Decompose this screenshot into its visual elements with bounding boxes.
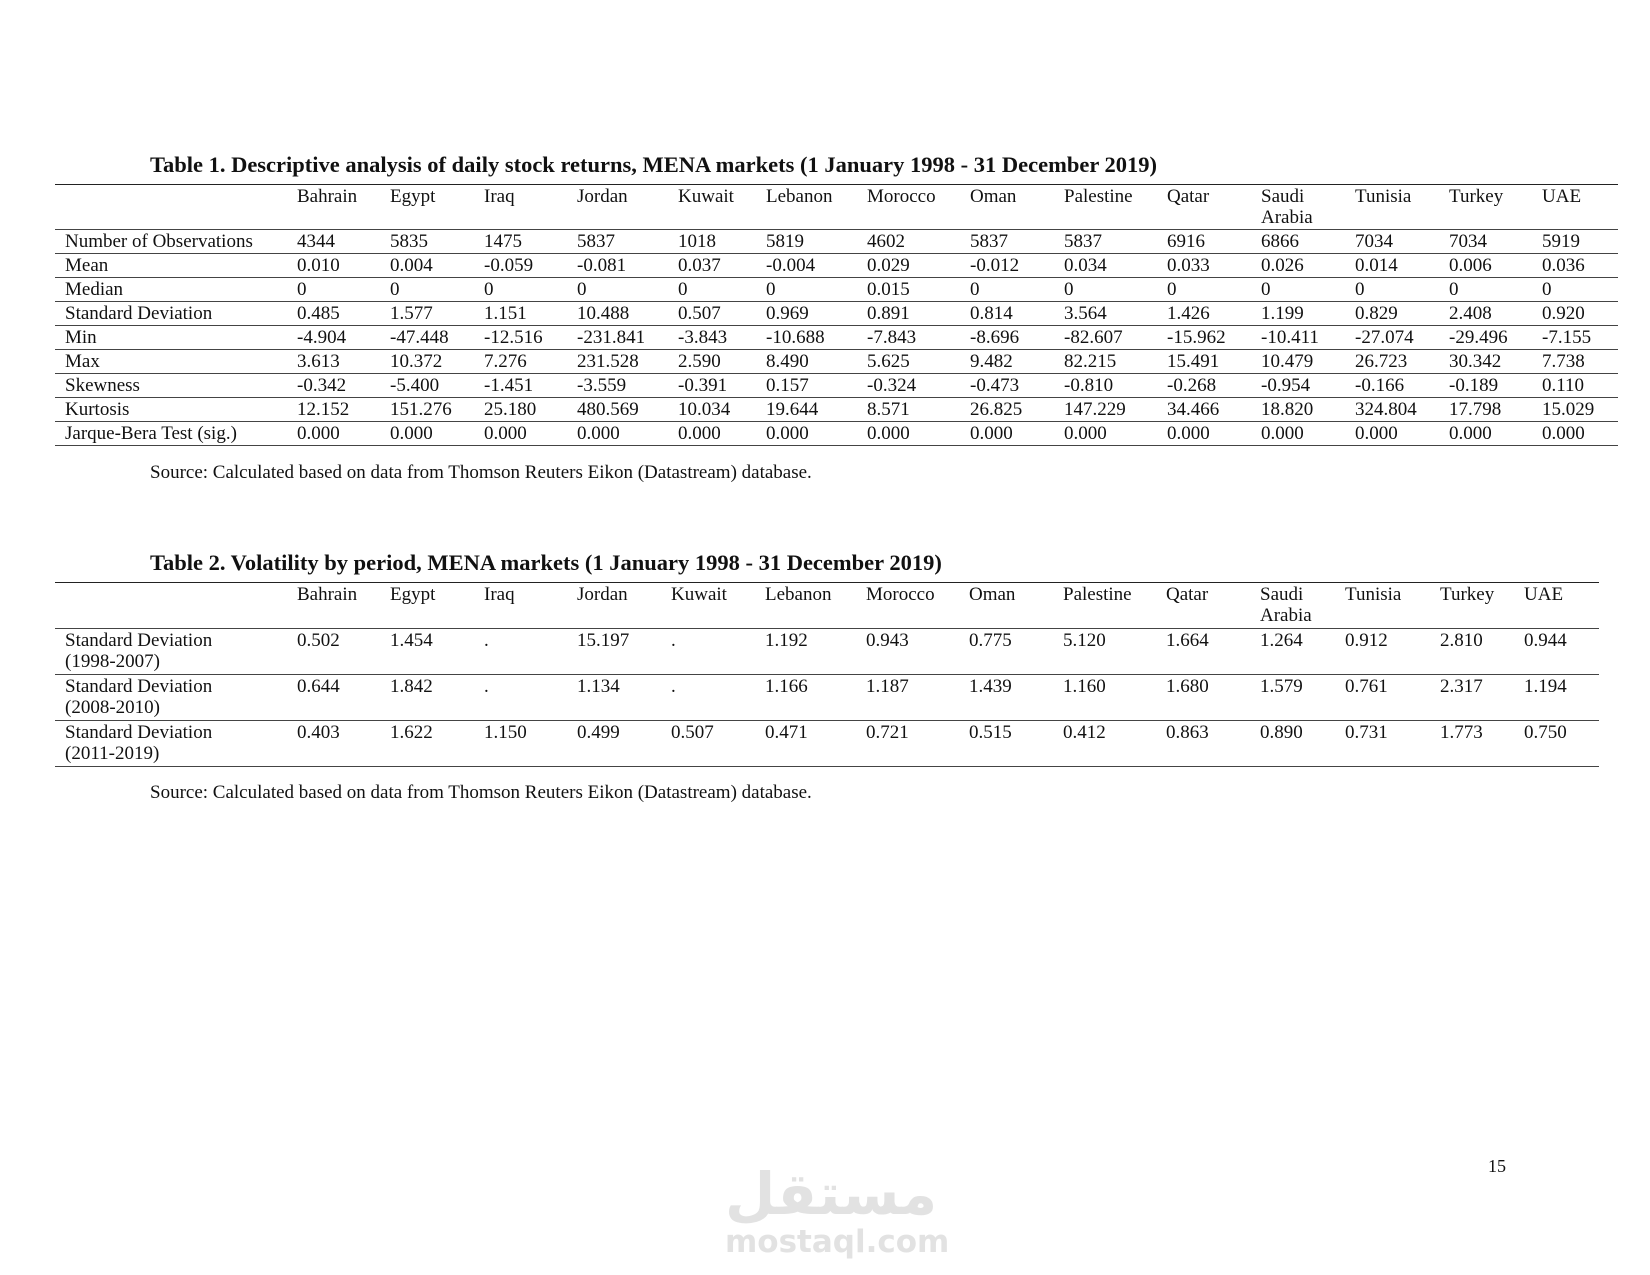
table-cell: 0.110: [1532, 374, 1618, 398]
table-cell: 0.644: [287, 675, 380, 721]
table-cell: 5.120: [1053, 629, 1156, 675]
table-cell: 0.507: [661, 721, 755, 767]
table-cell: 2.590: [668, 350, 756, 374]
table-cell: 0: [567, 278, 668, 302]
table-cell: 0: [1439, 278, 1532, 302]
table-cell: 5819: [756, 230, 857, 254]
table-cell: -4.904: [287, 326, 380, 350]
table-cell: 480.569: [567, 398, 668, 422]
table-cell: 0.000: [567, 422, 668, 446]
column-header: Tunisia: [1335, 583, 1430, 629]
table-row: [55, 350, 1618, 374]
table-cell: .: [661, 629, 755, 675]
table-row: [55, 629, 1599, 675]
table-cell: 1.454: [380, 629, 474, 675]
table-cell: 0.000: [1345, 422, 1439, 446]
column-header: UAE: [1514, 583, 1599, 629]
table-cell: 25.180: [474, 398, 567, 422]
table-cell: 10.034: [668, 398, 756, 422]
table-cell: -82.607: [1054, 326, 1157, 350]
table-cell: 0.014: [1345, 254, 1439, 278]
table-cell: 0.891: [857, 302, 960, 326]
table-cell: 1.680: [1156, 675, 1250, 721]
table2-caption: Table 2. Volatility by period, MENA markets (1 January 1998 - 31 December 2019): [150, 550, 942, 575]
watermark-logo: [725, 1160, 950, 1260]
table-row: [55, 398, 1618, 422]
table-row: [55, 254, 1618, 278]
table-cell: -0.189: [1439, 374, 1532, 398]
table-cell: 0.471: [755, 721, 856, 767]
table-cell: 1.664: [1156, 629, 1250, 675]
table-cell: 5837: [1054, 230, 1157, 254]
table-cell: 0.000: [668, 422, 756, 446]
column-header: Turkey: [1430, 583, 1514, 629]
table-cell: 1.194: [1514, 675, 1599, 721]
column-header: Saudi Arabia: [1251, 185, 1345, 230]
table-cell: 0.026: [1251, 254, 1345, 278]
table-cell: 6916: [1157, 230, 1251, 254]
table-cell: 0.015: [857, 278, 960, 302]
table-cell: 1.199: [1251, 302, 1345, 326]
table-cell: 0.000: [287, 422, 380, 446]
table-cell: 8.571: [857, 398, 960, 422]
table-cell: 0.037: [668, 254, 756, 278]
table-cell: -3.843: [668, 326, 756, 350]
table-cell: 1018: [668, 230, 756, 254]
column-header: Palestine: [1054, 185, 1157, 230]
row-label: Min: [55, 326, 287, 350]
column-header: Egypt: [380, 185, 474, 230]
column-header: Jordan: [567, 185, 668, 230]
table-cell: 5837: [567, 230, 668, 254]
table-cell: 1.192: [755, 629, 856, 675]
table-cell: 10.488: [567, 302, 668, 326]
table-cell: -10.411: [1251, 326, 1345, 350]
table-cell: -47.448: [380, 326, 474, 350]
table-row: [55, 422, 1618, 446]
table-cell: 1.151: [474, 302, 567, 326]
table-cell: 0: [1157, 278, 1251, 302]
table-cell: 0.721: [856, 721, 959, 767]
row-label: Standard Deviation: [55, 302, 287, 326]
table-cell: 0.000: [857, 422, 960, 446]
column-header: Saudi Arabia: [1250, 583, 1335, 629]
table-cell: -0.166: [1345, 374, 1439, 398]
table-cell: -0.268: [1157, 374, 1251, 398]
table-cell: 10.479: [1251, 350, 1345, 374]
table-cell: 7034: [1439, 230, 1532, 254]
table-cell: -0.391: [668, 374, 756, 398]
table-cell: 1.622: [380, 721, 474, 767]
column-header: Jordan: [567, 583, 661, 629]
table-cell: 0.000: [1251, 422, 1345, 446]
table-cell: 15.029: [1532, 398, 1618, 422]
table-cell: 5919: [1532, 230, 1618, 254]
row-label: Kurtosis: [55, 398, 287, 422]
table-row: [55, 230, 1618, 254]
table-cell: -3.559: [567, 374, 668, 398]
table-cell: 9.482: [960, 350, 1054, 374]
table-cell: 0: [1054, 278, 1157, 302]
table-cell: 0.403: [287, 721, 380, 767]
table-cell: 0.761: [1335, 675, 1430, 721]
table-cell: -7.155: [1532, 326, 1618, 350]
table-cell: -0.324: [857, 374, 960, 398]
table-cell: 0.943: [856, 629, 959, 675]
table-cell: 0.515: [959, 721, 1053, 767]
table-cell: 0.006: [1439, 254, 1532, 278]
table-cell: -12.516: [474, 326, 567, 350]
table-cell: 26.825: [960, 398, 1054, 422]
column-header: Oman: [959, 583, 1053, 629]
table-cell: 1.134: [567, 675, 661, 721]
table-cell: 82.215: [1054, 350, 1157, 374]
table-cell: 0.000: [1054, 422, 1157, 446]
table-cell: 0: [287, 278, 380, 302]
table-cell: 0: [668, 278, 756, 302]
table-cell: 231.528: [567, 350, 668, 374]
row-label: Median: [55, 278, 287, 302]
table-cell: -7.843: [857, 326, 960, 350]
table-cell: 0.000: [756, 422, 857, 446]
table-cell: 147.229: [1054, 398, 1157, 422]
table-cell: 1.160: [1053, 675, 1156, 721]
column-header: Oman: [960, 185, 1054, 230]
table-row: [55, 675, 1599, 721]
column-header: Iraq: [474, 185, 567, 230]
table1-source-note: Source: Calculated based on data from Thomson Reuters Eikon (Datastream) database.: [150, 462, 812, 483]
table-cell: 0.000: [1439, 422, 1532, 446]
table-cell: 5835: [380, 230, 474, 254]
table-cell: 34.466: [1157, 398, 1251, 422]
table-cell: 0.507: [668, 302, 756, 326]
table-cell: 0.750: [1514, 721, 1599, 767]
column-header: Qatar: [1157, 185, 1251, 230]
table-cell: 0.969: [756, 302, 857, 326]
table-cell: 0.775: [959, 629, 1053, 675]
table-cell: 0: [380, 278, 474, 302]
table1: [55, 184, 1618, 446]
table-cell: 2.810: [1430, 629, 1514, 675]
column-header: Bahrain: [287, 583, 380, 629]
table-cell: 0: [474, 278, 567, 302]
table-cell: 0.033: [1157, 254, 1251, 278]
page-number: 15: [1488, 1156, 1506, 1176]
table-cell: -5.400: [380, 374, 474, 398]
table-cell: 8.490: [756, 350, 857, 374]
table-cell: 4344: [287, 230, 380, 254]
table-cell: 1.577: [380, 302, 474, 326]
table-cell: 0.863: [1156, 721, 1250, 767]
watermark-arabic: مستقل: [725, 1160, 938, 1228]
table-cell: 0.157: [756, 374, 857, 398]
table-cell: -0.810: [1054, 374, 1157, 398]
table-cell: 2.408: [1439, 302, 1532, 326]
watermark-latin: mostaql.com: [725, 1224, 950, 1260]
table-cell: .: [474, 629, 567, 675]
table-cell: -1.451: [474, 374, 567, 398]
table-cell: 0.412: [1053, 721, 1156, 767]
table-cell: 0.029: [857, 254, 960, 278]
row-label: Standard Deviation (2008-2010): [55, 675, 287, 721]
table-cell: 0.920: [1532, 302, 1618, 326]
table-cell: 0.034: [1054, 254, 1157, 278]
table-cell: 1.773: [1430, 721, 1514, 767]
table-cell: 0.000: [380, 422, 474, 446]
table-cell: 1.150: [474, 721, 567, 767]
table-row: [55, 278, 1618, 302]
table2-source-note: Source: Calculated based on data from Thomson Reuters Eikon (Datastream) database.: [150, 782, 812, 803]
table-cell: -231.841: [567, 326, 668, 350]
table-row: [55, 302, 1618, 326]
column-header: Bahrain: [287, 185, 380, 230]
table-cell: 30.342: [1439, 350, 1532, 374]
row-label: Jarque-Bera Test (sig.): [55, 422, 287, 446]
column-header: Lebanon: [756, 185, 857, 230]
table-cell: 0.502: [287, 629, 380, 675]
table-cell: -0.473: [960, 374, 1054, 398]
table-cell: 5.625: [857, 350, 960, 374]
table-cell: -27.074: [1345, 326, 1439, 350]
table-cell: 0: [1345, 278, 1439, 302]
column-header: Egypt: [380, 583, 474, 629]
row-label: Mean: [55, 254, 287, 278]
table-cell: -0.081: [567, 254, 668, 278]
row-label: Standard Deviation (2011-2019): [55, 721, 287, 767]
table-cell: -0.059: [474, 254, 567, 278]
table-cell: 1475: [474, 230, 567, 254]
table-cell: 7.276: [474, 350, 567, 374]
table1-header-row: [55, 185, 1618, 230]
table-cell: 0.000: [1157, 422, 1251, 446]
table2-header-row: [55, 583, 1599, 629]
table-cell: 0.731: [1335, 721, 1430, 767]
table-cell: .: [474, 675, 567, 721]
table-cell: 19.644: [756, 398, 857, 422]
table-cell: 15.197: [567, 629, 661, 675]
row-label: Skewness: [55, 374, 287, 398]
header-corner-cell: [55, 185, 287, 230]
table-row: [55, 326, 1618, 350]
table-cell: 0.829: [1345, 302, 1439, 326]
column-header: Lebanon: [755, 583, 856, 629]
table-cell: 3.564: [1054, 302, 1157, 326]
column-header: UAE: [1532, 185, 1618, 230]
table-cell: 0.499: [567, 721, 661, 767]
column-header: Morocco: [856, 583, 959, 629]
table-cell: 5837: [960, 230, 1054, 254]
table-cell: 1.166: [755, 675, 856, 721]
table-cell: 1.439: [959, 675, 1053, 721]
row-label: Standard Deviation (1998-2007): [55, 629, 287, 675]
row-label: Number of Observations: [55, 230, 287, 254]
row-label: Max: [55, 350, 287, 374]
table-cell: -8.696: [960, 326, 1054, 350]
table-cell: -0.012: [960, 254, 1054, 278]
table-cell: 0.010: [287, 254, 380, 278]
table-cell: 0: [756, 278, 857, 302]
table2: [55, 582, 1599, 767]
table-cell: 1.426: [1157, 302, 1251, 326]
table-cell: 17.798: [1439, 398, 1532, 422]
table-cell: 3.613: [287, 350, 380, 374]
table1-caption: Table 1. Descriptive analysis of daily stock returns, MENA markets (1 January 1998 - 31 December 2019): [150, 152, 1158, 177]
column-header: Kuwait: [661, 583, 755, 629]
table-cell: 324.804: [1345, 398, 1439, 422]
table-cell: 7.738: [1532, 350, 1618, 374]
column-header: Morocco: [857, 185, 960, 230]
header-corner-cell: [55, 583, 287, 629]
table-cell: 12.152: [287, 398, 380, 422]
table-row: [55, 721, 1599, 767]
column-header: Qatar: [1156, 583, 1250, 629]
table-cell: 0: [1251, 278, 1345, 302]
table-cell: 2.317: [1430, 675, 1514, 721]
column-header: Palestine: [1053, 583, 1156, 629]
table-cell: 0.000: [1532, 422, 1618, 446]
table-cell: -0.342: [287, 374, 380, 398]
table-cell: 0: [960, 278, 1054, 302]
table-cell: 4602: [857, 230, 960, 254]
table-cell: 1.187: [856, 675, 959, 721]
table-cell: 0.000: [474, 422, 567, 446]
column-header: Turkey: [1439, 185, 1532, 230]
table-cell: 1.842: [380, 675, 474, 721]
table-cell: 6866: [1251, 230, 1345, 254]
table-cell: 1.579: [1250, 675, 1335, 721]
table-cell: -15.962: [1157, 326, 1251, 350]
table-cell: .: [661, 675, 755, 721]
table-cell: 151.276: [380, 398, 474, 422]
table-cell: 18.820: [1251, 398, 1345, 422]
table-cell: 0.485: [287, 302, 380, 326]
table-cell: 26.723: [1345, 350, 1439, 374]
table-cell: -10.688: [756, 326, 857, 350]
table-row: [55, 374, 1618, 398]
table-cell: 0.912: [1335, 629, 1430, 675]
column-header: Iraq: [474, 583, 567, 629]
table-cell: 0: [1532, 278, 1618, 302]
table-cell: 0.944: [1514, 629, 1599, 675]
table-cell: 0.814: [960, 302, 1054, 326]
table-cell: 15.491: [1157, 350, 1251, 374]
column-header: Tunisia: [1345, 185, 1439, 230]
table-cell: -0.004: [756, 254, 857, 278]
table-cell: -29.496: [1439, 326, 1532, 350]
table-cell: 0.004: [380, 254, 474, 278]
table-cell: 0.890: [1250, 721, 1335, 767]
table-cell: 7034: [1345, 230, 1439, 254]
table-cell: 1.264: [1250, 629, 1335, 675]
table-cell: -0.954: [1251, 374, 1345, 398]
table-cell: 0.036: [1532, 254, 1618, 278]
table-cell: 0.000: [960, 422, 1054, 446]
table-cell: 10.372: [380, 350, 474, 374]
column-header: Kuwait: [668, 185, 756, 230]
